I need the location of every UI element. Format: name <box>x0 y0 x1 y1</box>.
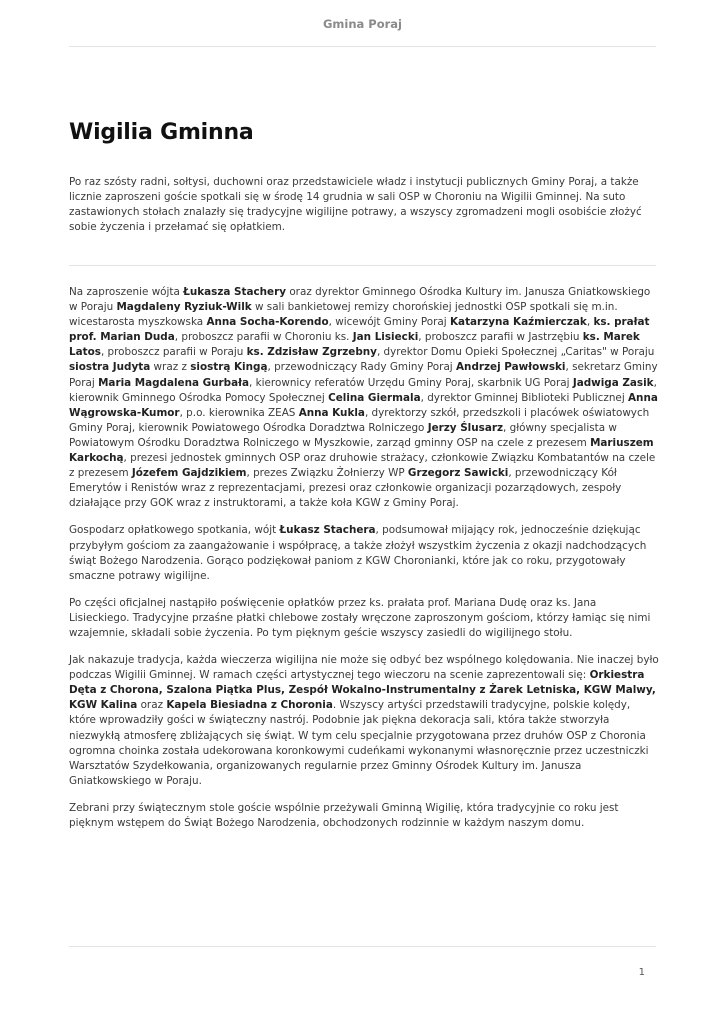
bold-name: Celina Giermala <box>328 391 421 404</box>
bold-name: Jerzy Ślusarz <box>427 421 504 434</box>
body-paragraph <box>69 653 659 789</box>
bold-name: Łukasza Stachery <box>183 286 287 298</box>
paragraph-text: , proboszcz parafii w Jastrzębiu <box>418 331 583 344</box>
paragraph-text: Jak nakazuje tradycja, każda wieczerza wigilijna nie może się odbyć bez wspólnego kolędowania. Nie inaczej było podczas Wigilii Gminnej. W ramach części artystycznej tego wieczoru na scenie zaprezentowali się: <box>69 654 659 682</box>
site-name: Gmina Poraj <box>322 17 403 31</box>
bold-name: siostra Judyta <box>69 361 151 374</box>
paragraph-text: , podsumował mijający rok, jednocześnie dziękując przybyłym gościom za zaangażowanie i współpracę, a także złożył wszystkim życzenia z okazji nadchodzących świąt Bożego Narodzenia. Gorąco podziękował paniom z KGW Choronianki, które jak co roku, przygotowały smaczne potrawy wigilijne. <box>69 524 647 582</box>
paragraph-text: , kierownik Gminnego Ośrodka Pomocy Społecznej <box>69 376 657 404</box>
paragraph-text: , przewodniczący Rady Gminy Poraj <box>267 361 456 374</box>
page-number: 1 <box>638 967 645 978</box>
paragraph-text: , główny specjalista w Powiatowym Ośrodku Doradztwa Rolniczego w Myszkowie, zarząd gminny OSP na czele z prezesem <box>69 421 617 449</box>
body-paragraph <box>69 285 659 511</box>
bold-name: ks. prałat prof. Marian Duda <box>69 316 650 344</box>
paragraph-text: oraz <box>137 699 167 712</box>
bold-name: Magdaleny Ryziuk-Wilk <box>116 301 252 314</box>
lead-divider <box>69 265 656 266</box>
bold-name: Jan Lisiecki <box>352 331 419 344</box>
bold-name: Maria Magdalena Gurbała <box>98 376 250 389</box>
bold-name: Mariuszem Karkochą <box>69 436 654 465</box>
paragraph-text: . Wszyscy artyści przedstawili tradycyjne, polskie kolędy, które wprowadziły gości w świąteczny nastrój. Podobnie jak piękna dekoracja sali, która także stworzyła niezwykłą atmosferę zbliżających się świąt. W tym celu specjalnie przygotowana przez druhów OSP z Choronia ogromna choinka została udekorowana koronkowymi cudeńkami wykonanymi własnoręcznie przez uczestniczki Warsztatów Szydełkowania, organizowanych regularnie przez Gminny Ośrodek Kultury im. Janusza Gniatkowskiego w Poraju. <box>69 699 649 787</box>
article-title: Wigilia Gminna <box>69 120 254 145</box>
body-paragraph <box>69 523 659 583</box>
paragraph-text: Zebrani przy świątecznym stole goście wspólnie przeżywali Gminną Wigilię, która tradycyjnie co roku jest pięknym wstępem do Świąt Bożego Narodzenia, obchodzonych rodzinnie w każdym naszym domu. <box>69 801 619 829</box>
header-divider <box>69 46 656 47</box>
body-paragraph <box>69 596 659 641</box>
bold-name: Józefem Gajdzikiem <box>131 467 247 480</box>
paragraph-text: w sali bankietowej remizy chorońskiej jednostki OSP spotkali się m.in. wicestarosta myszkowska <box>69 301 618 329</box>
paragraph-text: , prezesi jednostek gminnych OSP oraz druhowie strażacy, członkowie Związku Kombatantów na czele z prezesem <box>69 452 656 480</box>
body-paragraph <box>69 801 659 831</box>
article-body <box>69 285 659 843</box>
paragraph-text: Na zaproszenie wójta <box>69 286 184 298</box>
bold-name: Anna Kukla <box>298 406 365 419</box>
bold-name: Orkiestra Dęta z Chorona, Szalona Piątka Plus, Zespół Wokalno-Instrumentalny z Żarek Letniska, KGW Malwy, KGW Kalina <box>69 669 656 712</box>
paragraph-text: Po części oficjalnej nastąpiło poświęcenie opłatków przez ks. prałata prof. Mariana Dudę oraz ks. Jana Lisieckiego. Tradycyjne przaśne płatki chlebowe zostały wręczone zaproszonym gościom, którzy łamiąc się nimi wzajemnie, składali sobie życzenia. Po tym pięknym geście wszyscy zasiedli do wigilijnego stołu. <box>69 596 651 639</box>
paragraph-text: , dyrektor Gminnej Biblioteki Publicznej <box>420 391 629 404</box>
bold-name: Łukasz Stachera <box>279 524 376 537</box>
paragraph-text: oraz dyrektor Gminnego Ośrodka Kultury im. Janusza Gniatkowskiego w Poraju <box>69 286 651 314</box>
paragraph-text: , przewodniczący Kół Emerytów i Renistów wraz z reprezentacjami, prezesi oraz członkowie organizacji pozarządowych, zespoły działające przy GOK wraz z instruktorami, a także koła KGW z Gminy Poraj. <box>69 467 622 510</box>
bold-name: siostrą Kingą <box>190 361 268 374</box>
paragraph-text: , dyrektorzy szkół, przedszkoli i placówek oświatowych Gminy Poraj, kierownik Powiatowego Ośrodka Doradztwa Rolniczego <box>69 406 650 434</box>
bold-name: Kapela Biesiadna z Choronia <box>166 699 333 712</box>
bold-name: Andrzej Pawłowski <box>456 361 566 374</box>
paragraph-text: , p.o. kierownika ZEAS <box>179 406 299 419</box>
paragraph-text: , wicewójt Gminy Poraj <box>328 316 450 329</box>
bold-name: Anna Wągrowska-Kumor <box>69 391 658 419</box>
paragraph-text: , prezes Związku Żołnierzy WP <box>246 467 408 480</box>
paragraph-text: Gospodarz opłatkowego spotkania, wójt <box>69 524 280 537</box>
bold-name: Anna Socha-Korendo <box>206 316 329 329</box>
paragraph-text: , proboszcz parafii w Choroniu ks. <box>174 331 353 344</box>
bold-name: ks. Zdzisław Zgrzebny <box>246 346 377 359</box>
footer-divider <box>69 946 656 947</box>
bold-name: Grzegorz Sawicki <box>407 467 509 480</box>
bold-name: Katarzyna Kaźmierczak <box>450 316 587 329</box>
paragraph-text: , <box>586 316 594 329</box>
paragraph-text: , proboszcz parafii w Poraju <box>100 346 247 359</box>
paragraph-text: , kierownicy referatów Urzędu Gminy Poraj, skarbnik UG Poraj <box>249 376 573 389</box>
paragraph-text: wraz z <box>150 361 191 374</box>
article-lead: Po raz szósty radni, sołtysi, duchowni oraz przedstawiciele władz i instytucji publicznych Gminy Poraj, a także licznie zaproszeni goście spotkali się w środę 14 grudnia w sali OSP w Choroniu na Wigilii Gminnej. Na suto zastawionych stołach znalazły się tradycyjne wigilijne potrawy, a wszyscy zgromadzeni mogli osobiście złożyć sobie życzenia i przełamać się opłatkiem. <box>69 176 642 234</box>
bold-name: Jadwiga Zasik <box>572 376 654 389</box>
paragraph-text: , sekretarz Gminy Poraj <box>69 361 658 389</box>
paragraph-text: , dyrektor Domu Opieki Społecznej „Caritas" w Poraju <box>376 346 655 359</box>
bold-name: ks. Marek Latos <box>69 331 640 359</box>
